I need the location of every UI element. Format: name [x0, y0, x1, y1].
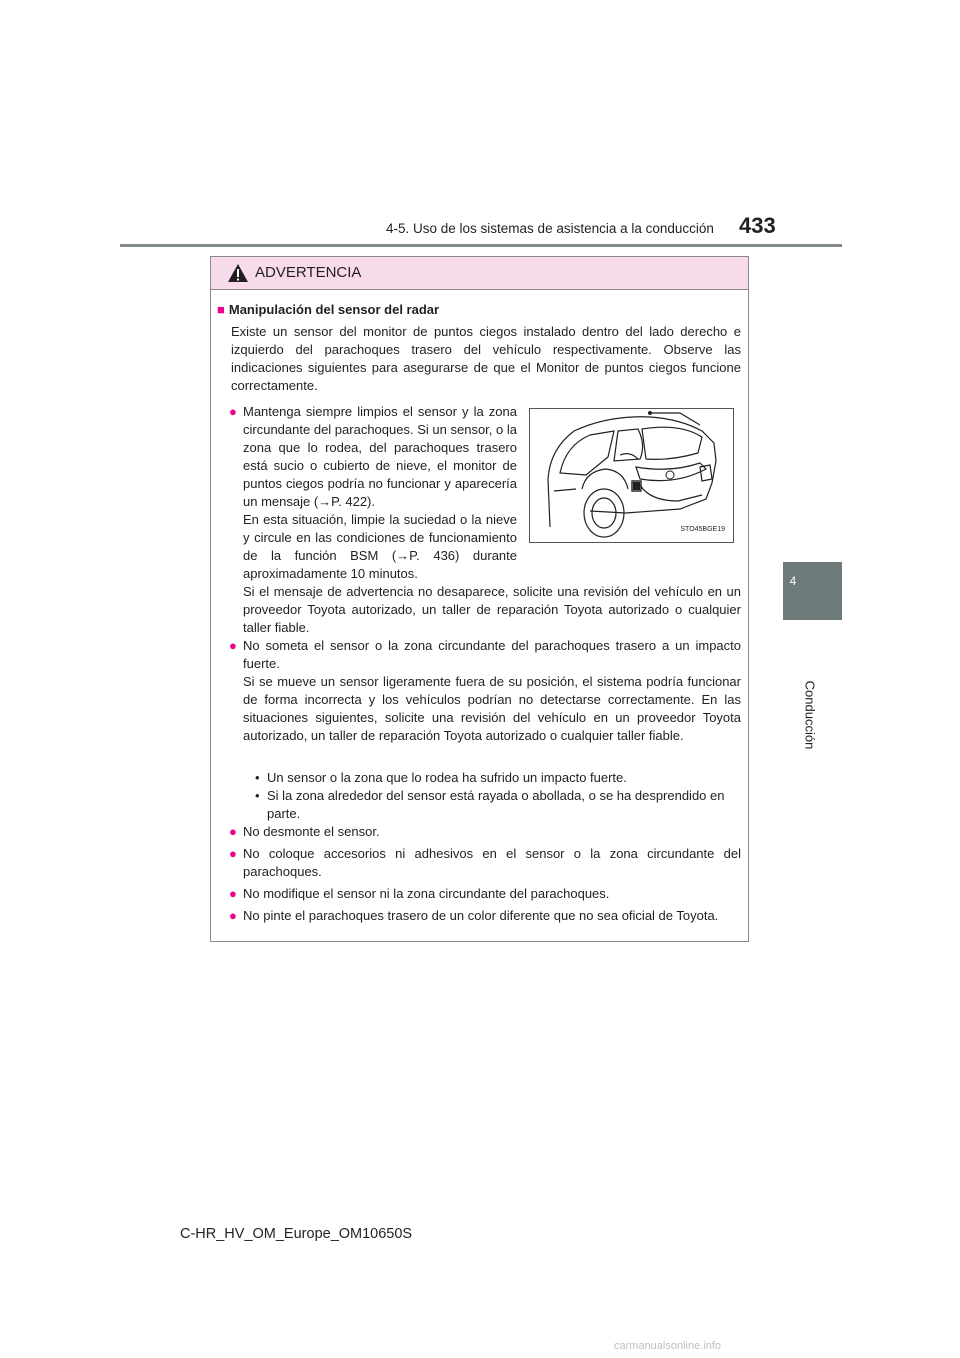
sub-bullet-text: Si la zona alrededor del sensor está rayada o abollada, o se ha desprendido en parte.: [267, 788, 725, 821]
sub-bullet-marker: •: [255, 770, 260, 785]
heading-text: Manipulación del sensor del radar: [228, 302, 440, 317]
bullet-marker: ●: [229, 638, 237, 653]
chapter-label-text: Conducción: [802, 680, 818, 750]
bullet-text: No desmonte el sensor.: [243, 824, 380, 839]
heading-marker: ■: [217, 302, 225, 317]
sub-bullet-marker: •: [255, 788, 260, 803]
bullet-item: [231, 637, 741, 745]
bullet-text: Si se mueve un sensor ligeramente fuera de su posición, el sistema podría funcionar de forma incorrecta y los vehículos podrían no detectarse correctamente. En las situaciones siguientes, solicite una revisión del vehículo en un proveedor Toyota autorizado, un taller de reparación Toyota autorizado o cualquier taller fiable.: [243, 674, 741, 743]
bullet-continuation: [231, 583, 741, 637]
bullet-marker: ●: [229, 846, 237, 861]
sub-bullet-item: [255, 769, 743, 787]
intro-paragraph: Existe un sensor del monitor de puntos ciegos instalado dentro del lado derecho e izquierdo del parachoques trasero del vehículo respectivamente. Observe las indicaciones siguientes para asegurarse de que el Monitor de puntos ciegos funcione correctamente.: [231, 324, 741, 393]
bullet-item: [231, 823, 741, 841]
bullet-text: En esta situación, limpie la suciedad o la nieve y circule en las condiciones de funcionamiento de la función BSM (→P. 436) durante aproximadamente 10 minutos.: [243, 512, 517, 581]
manual-code: C-HR_HV_OM_Europe_OM10650S: [180, 1226, 413, 1242]
header-divider: [120, 244, 842, 247]
bullet-text: No pinte el parachoques trasero de un color diferente que no sea oficial de Toyota.: [243, 908, 719, 923]
bullet-item: [231, 907, 741, 925]
bullet-text: Si el mensaje de advertencia no desaparece, solicite una revisión del vehículo en un proveedor Toyota autorizado, un taller de reparación Toyota autorizado o cualquier taller fiable.: [243, 584, 741, 635]
warning-header: [211, 257, 748, 290]
bullet-item: [231, 845, 741, 881]
chapter-tab-number: 4: [789, 574, 797, 588]
sub-bullet-text: Un sensor o la zona que lo rodea ha sufrido un impacto fuerte.: [267, 770, 627, 785]
warning-box: [210, 256, 749, 942]
figure-code: STO45BGE19: [680, 526, 725, 533]
bullet-item: [231, 403, 517, 583]
bullet-text: Mantenga siempre limpios el sensor y la zona circundante del parachoques. Si un sensor, o la zona que lo rodea, del parachoques trasero está sucio o cubierto de nieve, el monitor de puntos ciegos podría no funcionar y aparecería un mensaje (→P. 422).: [243, 404, 517, 509]
bullet-marker: ●: [229, 886, 237, 901]
bullet-marker: ●: [229, 824, 237, 839]
page-number: 433: [739, 213, 776, 238]
section-title: 4-5. Uso de los sistemas de asistencia a la conducción: [386, 221, 714, 236]
bullet-text: No someta el sensor o la zona circundante del parachoques trasero a un impacto fuerte.: [243, 638, 741, 671]
chapter-tab: [783, 562, 842, 620]
watermark: carmanualsonline.info: [614, 1340, 722, 1352]
bullet-text: No modifique el sensor ni la zona circundante del parachoques.: [243, 886, 610, 901]
bullet-marker: ●: [229, 908, 237, 923]
warning-title: ADVERTENCIA: [255, 264, 362, 281]
car-rear-illustration: [529, 408, 734, 543]
bullet-item: [231, 885, 741, 903]
chapter-label: [803, 665, 817, 765]
bullet-text: No coloque accesorios ni adhesivos en el sensor o la zona circundante del parachoques.: [243, 846, 741, 879]
warning-triangle-icon: [227, 263, 249, 283]
sub-bullet-item: [255, 787, 743, 823]
warning-heading: [217, 301, 439, 319]
bullet-marker: ●: [229, 404, 237, 419]
